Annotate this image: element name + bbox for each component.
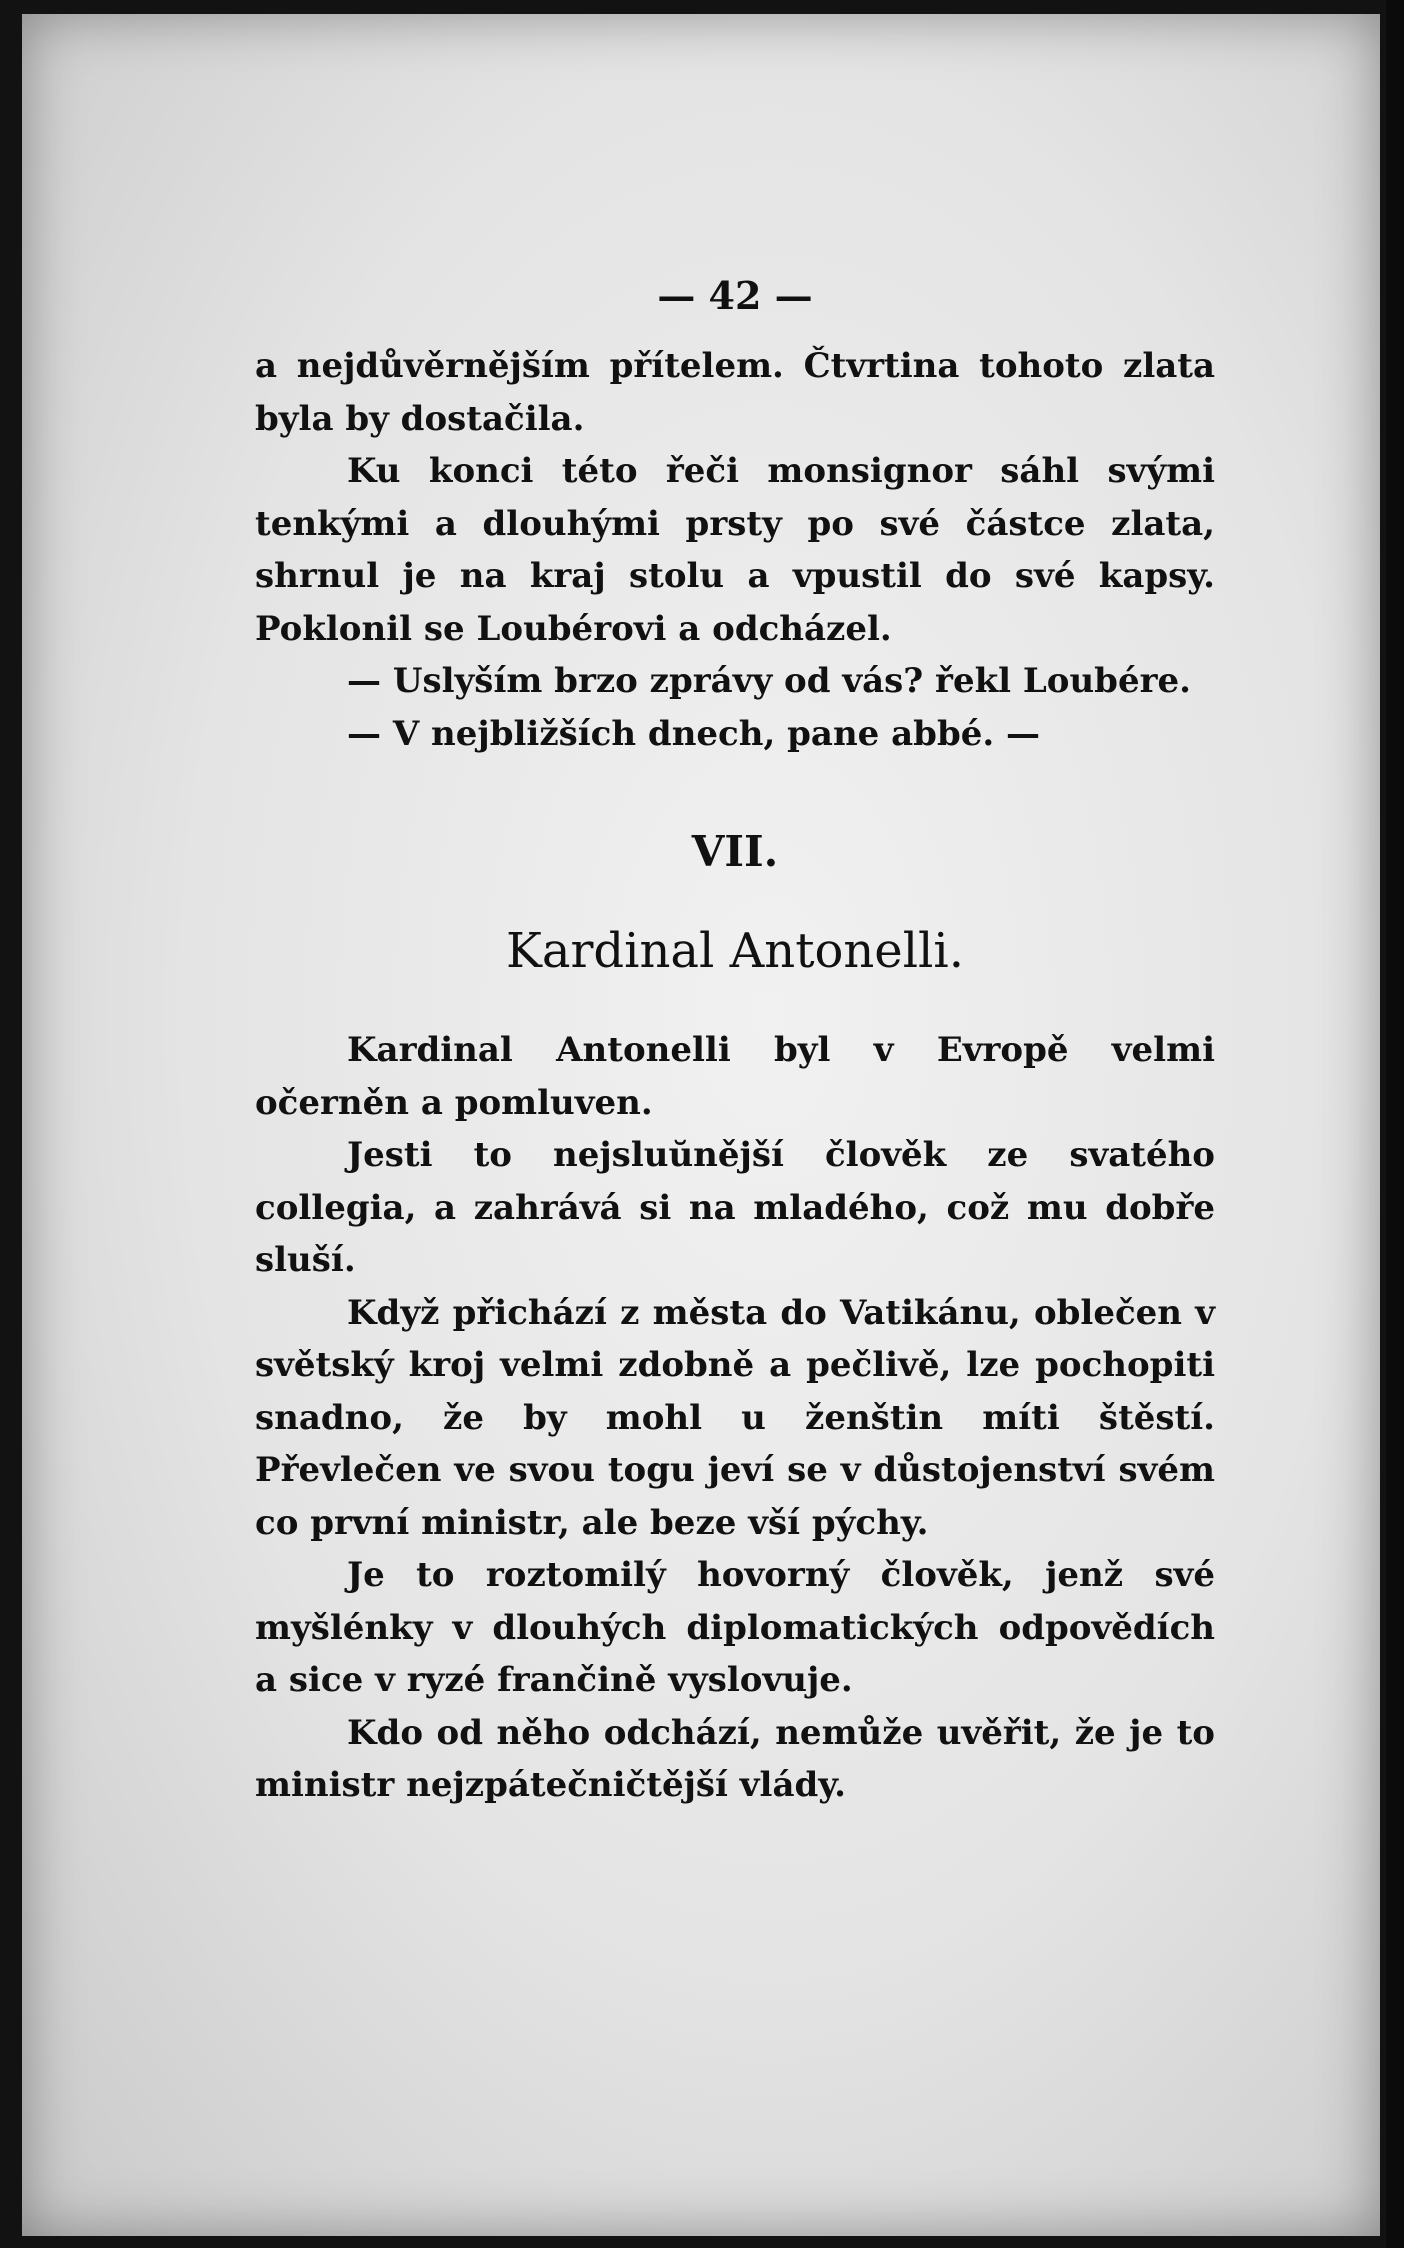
chapter-title: Kardinal Antonelli.	[505, 923, 965, 979]
chapter-number: VII.	[691, 827, 779, 876]
paragraph-vatican: Když přichází z města do Vatikánu, oblečen v světský kroj velmi zdobně a pečlivě, lze pochopiti snadno, že by mohl u ženštin míti štěstí. Převlečen ve svou togu jeví se v důstojenství svém co první ministr, ale beze vší pýchy.	[255, 1292, 1215, 1543]
dialogue-line-loubere: — Uslyším brzo zprávy od vás? řekl Loubére.	[347, 661, 1191, 701]
paragraph-collegium: Jesti to nejsluŭnější člověk ze svatého collegia, a zahrává si na mladého, což mu dobře sluší.	[255, 1135, 1215, 1280]
paragraph-minister: Kdo od něho odchází, nemůže uvěřit, že je to ministr nejzpátečničtější vlády.	[255, 1712, 1215, 1805]
page-edge-shadow	[1386, 0, 1404, 2248]
page-text	[255, 270, 1215, 1812]
paragraph-diplomat: Je to roztomilý hovorný člověk, jenž své myšlénky v dlouhých diplomatických odpovědích a sice v ryzé frančině vyslovuje.	[255, 1555, 1215, 1700]
paragraph-continued: a nejdůvěrnějším přítelem. Čtvrtina tohoto zlata byla by dostačila.	[255, 346, 1215, 439]
paragraph-antonelli-intro: Kardinal Antonelli byl v Evropě velmi očerněn a pomluven.	[255, 1030, 1215, 1123]
paragraph-monsignor: Ku konci této řeči monsignor sáhl svými tenkými a dlouhými prsty po své částce zlata, shrnul je na kraj stolu a vpustil do své kapsy. Poklonil se Loubérovi a odcházel.	[255, 451, 1215, 649]
page-number: — 42 —	[657, 273, 813, 318]
dialogue-line-abbe: — V nejbližších dnech, pane abbé. —	[347, 713, 1041, 754]
